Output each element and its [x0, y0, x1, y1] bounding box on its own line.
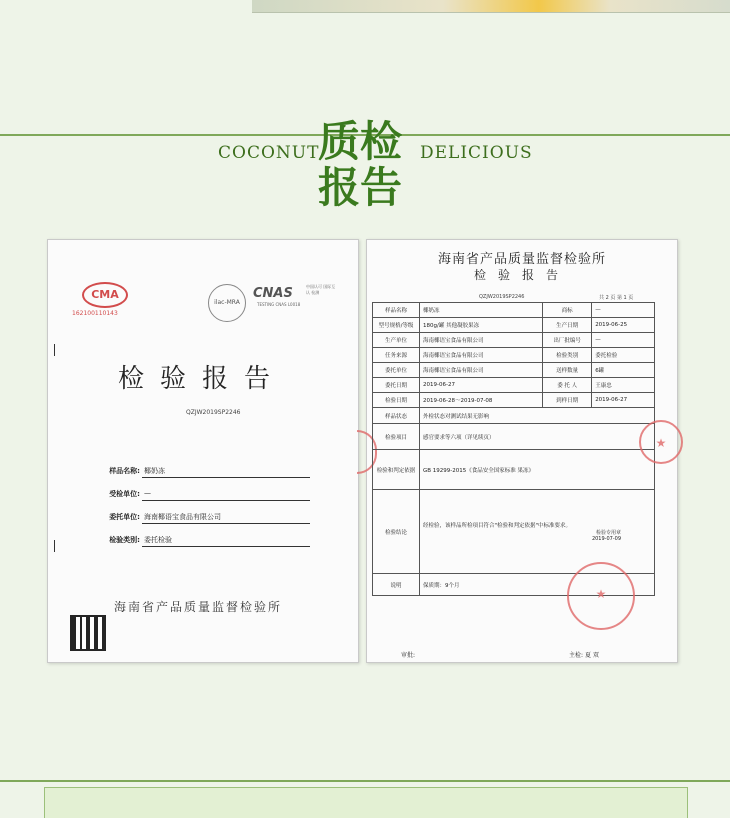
table-label: 生产日期 — [543, 318, 592, 333]
table-label: 样品状态 — [373, 408, 420, 424]
binding-mark — [54, 540, 55, 552]
conclusion-seal-label: 检验专用章 — [595, 530, 621, 536]
report-info-table — [372, 302, 655, 596]
checker-label: 主检: — [569, 652, 584, 659]
table-label: 检验结论 — [373, 490, 420, 574]
table-value: 海南椰语宝食品有限公司 — [420, 363, 543, 378]
table-value: 外检状态对测试结果无影响 — [420, 408, 655, 424]
cover-field-row — [100, 464, 310, 487]
ilac-mra-logo: ilac-MRA — [208, 284, 246, 322]
table-value: 2019-06-28～2019-07-08 — [420, 393, 543, 408]
table-label: 委托单位 — [373, 363, 420, 378]
cma-logo: CMA — [82, 282, 128, 308]
field-underline — [142, 546, 310, 547]
detail-organization: 海南省产品质量监督检验所 — [437, 252, 606, 267]
table-value: 海南椰语宝食品有限公司 — [420, 333, 543, 348]
cnas-logo: CNAS — [253, 286, 293, 301]
cover-fields — [100, 464, 310, 556]
table-label: 商标 — [543, 303, 592, 318]
table-value: 6罐 — [592, 363, 655, 378]
table-row — [373, 348, 655, 363]
field-label: 受检单位: — [109, 490, 140, 498]
table-value: 2019-06-27 — [420, 378, 543, 393]
cover-report-number: QZJW2019SP2246 — [186, 409, 241, 416]
table-label: 送样数量 — [543, 363, 592, 378]
reviewer-label: 审批: — [401, 652, 416, 659]
field-value: — — [144, 489, 151, 497]
table-label: 出厂批编号 — [543, 333, 592, 348]
detail-title: 检验报告 — [473, 268, 570, 282]
table-value: — — [592, 333, 655, 348]
table-label: 检验项目 — [373, 424, 420, 450]
table-value: GB 19299-2015《食品安全国家标准 果冻》 — [420, 450, 655, 490]
field-value: 椰奶冻 — [144, 467, 165, 475]
table-value: 海南椰语宝食品有限公司 — [420, 348, 543, 363]
table-label: 样品名称 — [373, 303, 420, 318]
heading-right-english: DELICIOUS — [420, 143, 533, 163]
report-cover-page — [47, 239, 359, 663]
table-value: 180g/罐 其他凝胶果冻 — [420, 318, 543, 333]
table-label: 任务来源 — [373, 348, 420, 363]
table-value: 王康忠 — [592, 378, 655, 393]
table-label: 检验类别 — [543, 348, 592, 363]
table-value: 椰奶冻 — [420, 303, 543, 318]
cover-field-row — [100, 510, 310, 533]
cnas-side-text: 中国认可 国际互认 检测 — [306, 284, 336, 295]
checker-signature-text: 夏 双 — [584, 652, 599, 659]
checker-signature — [569, 650, 599, 659]
table-label: 委托日期 — [373, 378, 420, 393]
heading-left-english: COCONUT — [218, 143, 320, 163]
table-value: 2019-06-25 — [592, 318, 655, 333]
seal-stamp — [567, 562, 635, 630]
table-row — [373, 450, 655, 490]
table-row — [373, 424, 655, 450]
top-product-photo-strip — [252, 0, 730, 13]
star-icon: ★ — [655, 436, 667, 451]
table-value: — — [592, 303, 655, 318]
field-underline — [142, 523, 310, 524]
cover-field-row — [100, 487, 310, 510]
table-label: 检验和判定依据 — [373, 450, 420, 490]
cover-field-row — [100, 533, 310, 556]
table-label: 委 托 人 — [543, 378, 592, 393]
conclusion-text: 经检验，该样品所检项目符合"检验和判定依据"中标准要求。 — [423, 523, 572, 529]
star-icon: ★ — [595, 587, 607, 602]
field-value: 委托检验 — [144, 536, 172, 544]
table-row — [373, 490, 655, 574]
table-value: 保质期：9个月 — [420, 574, 655, 596]
cnas-subtext: TESTING CNAS L0018 — [257, 302, 301, 307]
field-value: 海南椰语宝食品有限公司 — [144, 513, 221, 521]
table-value — [420, 490, 655, 574]
report-detail-page — [366, 239, 678, 663]
table-row — [373, 393, 655, 408]
table-row — [373, 318, 655, 333]
field-underline — [142, 500, 310, 501]
table-row — [373, 363, 655, 378]
seal-stamp — [639, 420, 683, 464]
table-label: 型号规格/等级 — [373, 318, 420, 333]
heading-chinese-line1: 质检 — [318, 117, 403, 166]
table-label: 到样日期 — [543, 393, 592, 408]
heading-chinese-line2: 报告 — [318, 163, 403, 212]
table-value: 委托检验 — [592, 348, 655, 363]
table-row — [373, 378, 655, 393]
cover-title: 检验报告 — [118, 364, 287, 394]
bottom-divider-line — [0, 780, 730, 782]
table-label: 说明 — [373, 574, 420, 596]
table-row — [373, 303, 655, 318]
table-label: 生产单位 — [373, 333, 420, 348]
detail-report-number: QZJW2019SP2246 — [479, 294, 525, 300]
table-row — [373, 408, 655, 424]
field-label: 样品名称: — [109, 467, 140, 475]
field-label: 检验类别: — [109, 536, 140, 544]
bottom-content-panel — [44, 787, 688, 818]
binding-mark — [54, 344, 55, 356]
conclusion-date: 2019-07-09 — [591, 536, 621, 542]
cma-number: 162100110143 — [72, 310, 118, 317]
field-label: 委托单位: — [109, 513, 140, 521]
table-row — [373, 333, 655, 348]
qr-code — [70, 615, 106, 651]
table-value: 感官要求等六项（详见续页） — [420, 424, 655, 450]
table-label: 检验日期 — [373, 393, 420, 408]
detail-page-count: 共 2 页 第 1 页 — [599, 295, 634, 301]
table-value: 2019-06-27 — [592, 393, 655, 408]
cover-organization: 海南省产品质量监督检验所 — [114, 600, 283, 614]
field-underline — [142, 477, 310, 478]
